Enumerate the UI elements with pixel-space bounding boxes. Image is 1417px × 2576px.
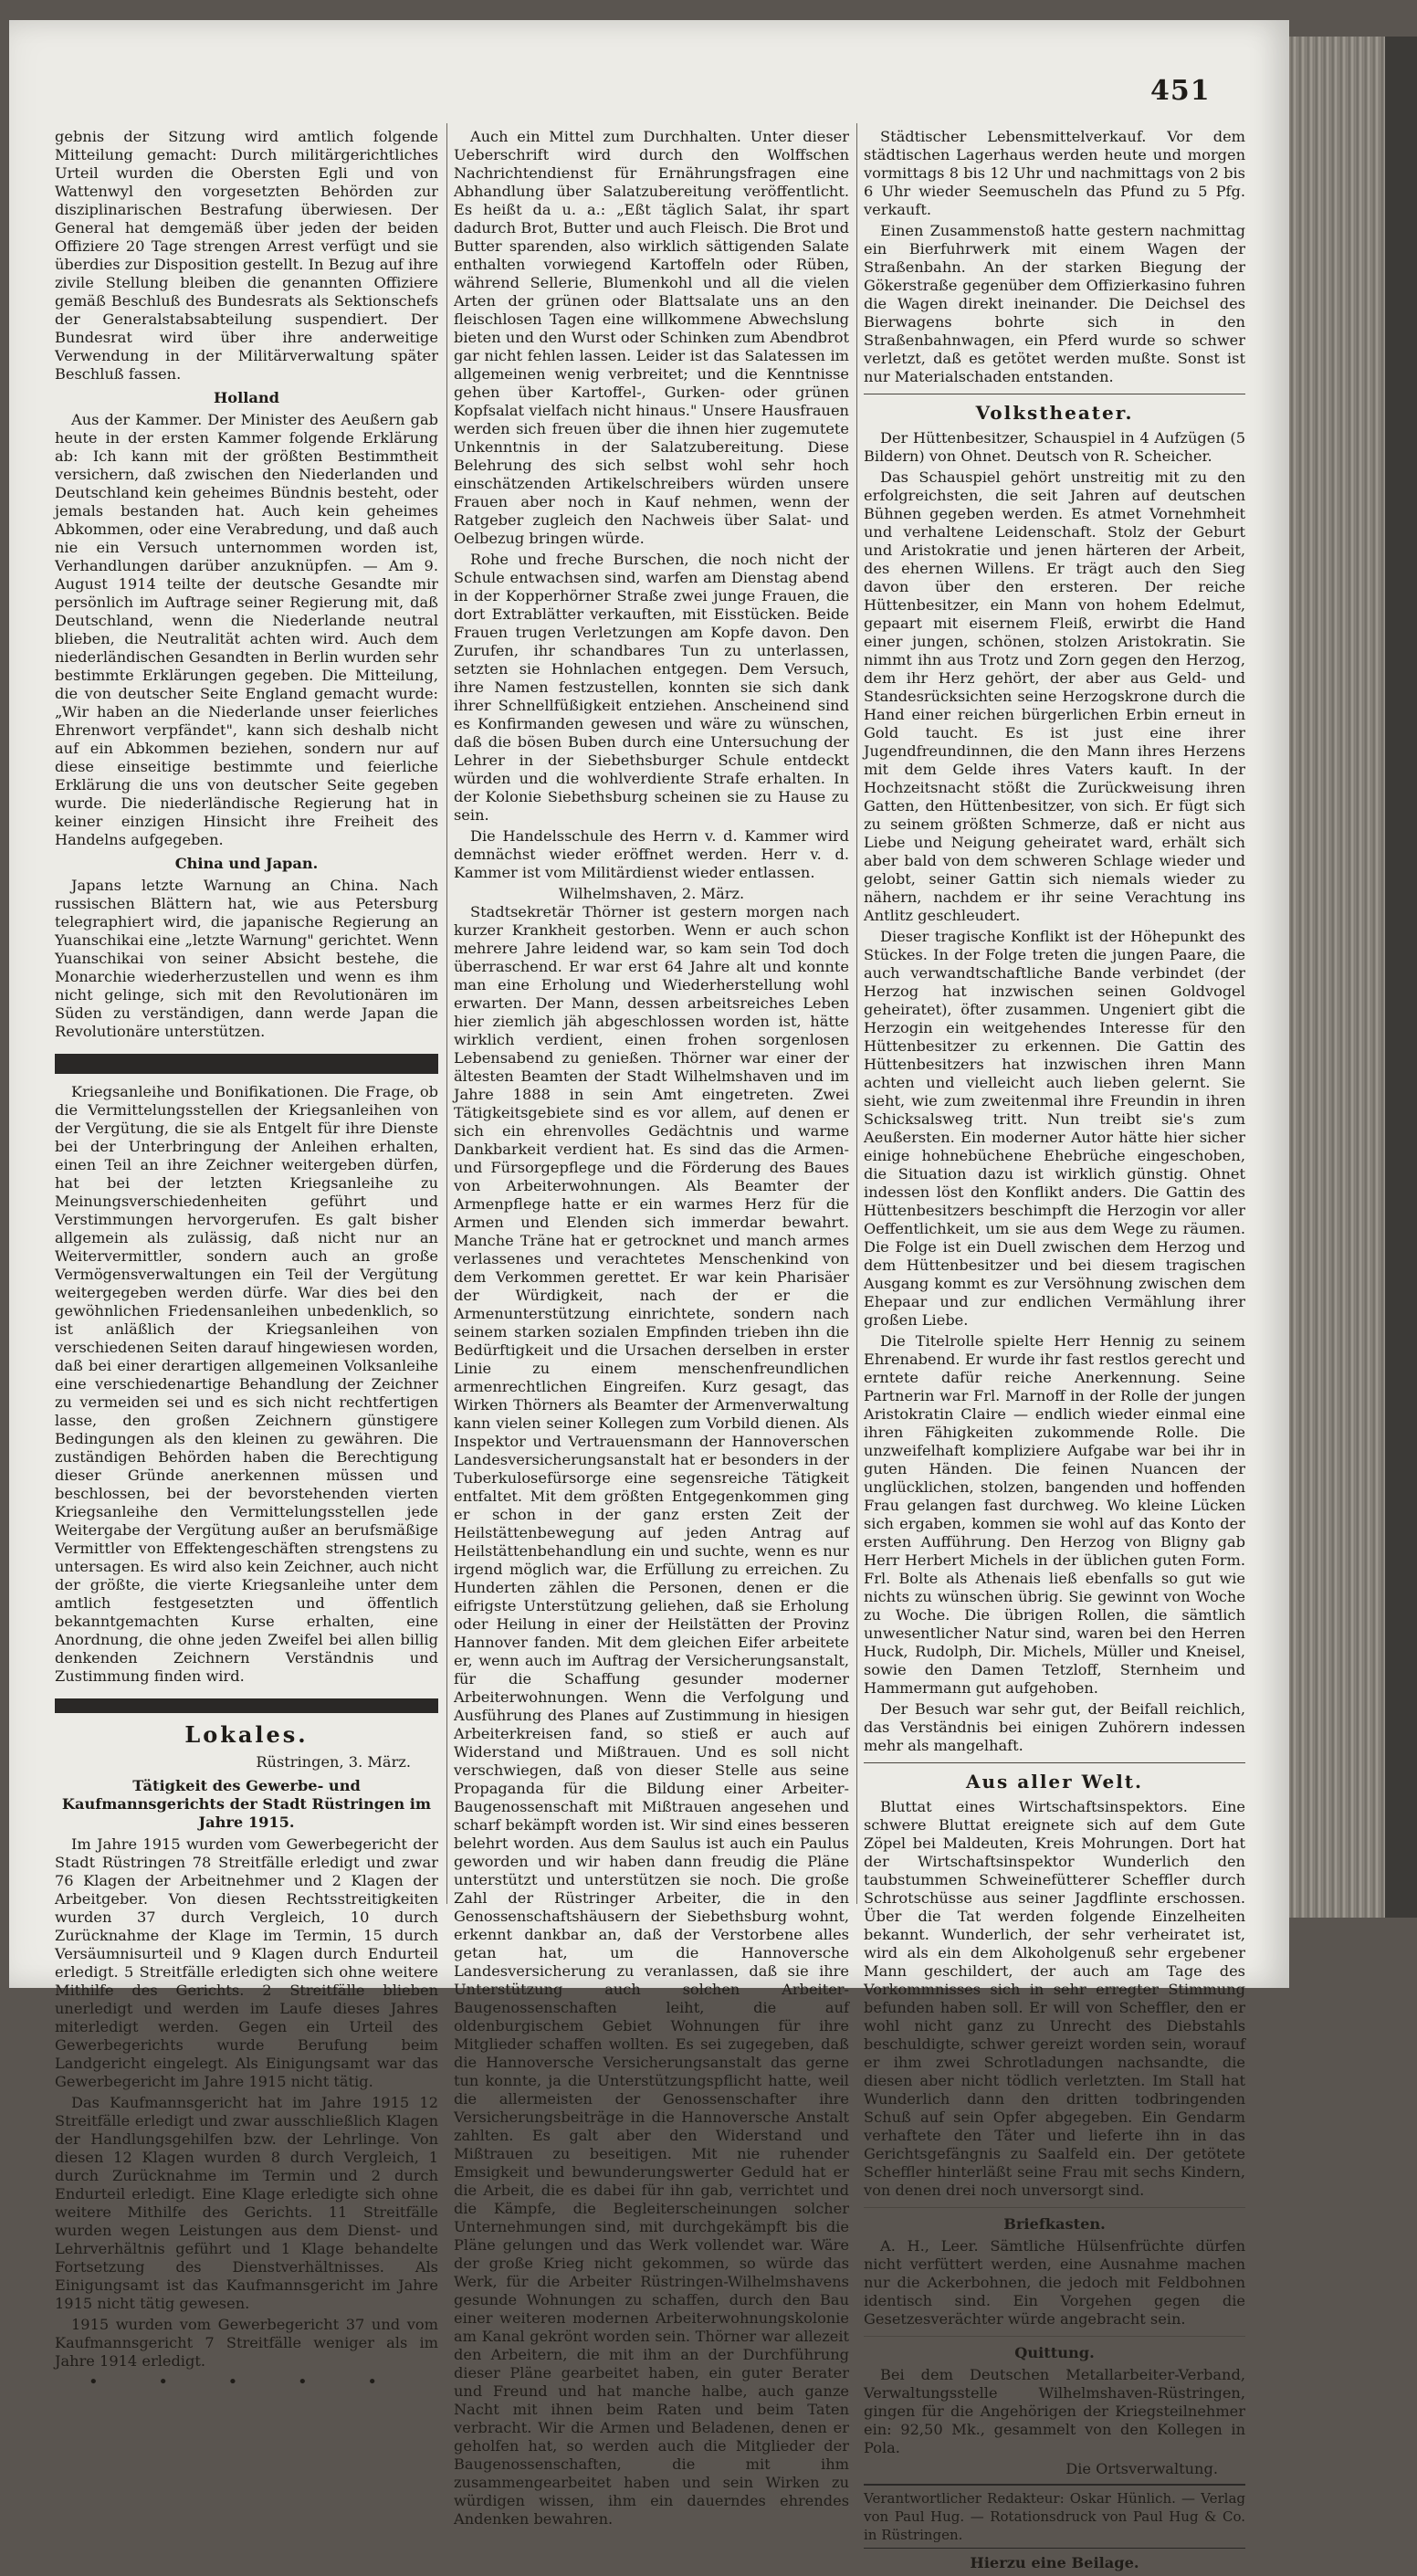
supplement-note: Hierzu eine Beilage.	[970, 2554, 1139, 2571]
article-swiss-officers: gebnis der Sitzung wird amtlich folgende Mitteilung gemacht: Durch militärgerichtliches Urteil wurden die Obersten Egli und von Wattenwyl den vorgesetzten Behörden zur disziplinarischen Bestrafung überwiesen. Der General hat demgemäß über jeden der beiden Offiziere 20 Tage strengen Arrest verfügt und sie überdies zur Disposition gestellt. In Bezug auf ihre zivile Stellung bleiben die genannten Offiziere gemäß Beschluß des Bundesrats als Sektionschefs der Generalstabsabteilung suspendiert. Der Bundesrat wird über ihre anderweitige Verwendung in der Militärverwaltung später Beschluß fassen.	[55, 128, 438, 383]
book-binding	[1289, 37, 1385, 1918]
article-salat: Auch ein Mittel zum Durchhalten. Unter dieser Ueberschrift wird durch den Wolffschen Nachrichtendienst für Ernährungsfragen eine Abhandlung über Salatzubereitung veröffentlicht. Es heißt da u. a.: „Eßt täglich Salat, ihr spart dadurch Brot, Butter und auch Fleisch. Die Brot und Butter sparenden, also wirklich sättigenden Salate enthalten vorwiegend Kartoffeln oder Rüben, während Sellerie, Blumenkohl und all die vielen Arten der grünen oder Blattsalate uns an den fleischlosen Tagen eine willkommene Abwechslung bieten und den Wurst oder Schinken zum Abendbrot gar nicht fehlen lassen. Leider ist das Salatessen im allgemeinen wenig verbreitet; und die Kenntnisse gehen über Kartoffel-, Gurken- oder grünen Kopfsalat vielfach nicht hinaus." Unsere Hausfrauen werden sich freuen über die ihnen hier zugemutete Unkenntnis in der Salatzubereitung. Diese Belehrung des sich selbst wohl sehr hoch einschätzenden Artikelschreibers würden unsere Frauen aber noch in Kauf nehmen, wenn der Ratgeber zugleich den Nachweis über Salat- und Oelbezug bringen würde.	[454, 128, 849, 547]
divider	[864, 2207, 1245, 2208]
article-bluttat: Bluttat eines Wirtschaftsinspektors. Eine schwere Bluttat ereignete sich auf dem Gute Zöpel bei Maldeuten, Kreis Mohrungen. Dort hat der Wirtschaftsinspektor Wunderlich den taubstummen Schweinefütterer Scheffler durch Schrotschüsse aus seiner Jagdflinte erschossen. Über die Tat werden folgende Einzelheiten bekannt. Wunderlich, der sehr verheiratet ist, wird als ein dem Alkoholgenuß sehr ergebener Mann geschildert, der auch am Tage des Vorkommnisses sich in sehr erregter Stimmung befunden haben soll. Er will von Scheffler, den er wohl nicht ganz zu Unrecht des Diebstahls beschuldigte, schwer gereizt worden sein, worauf er ihm zwei Schrotladungen nachsandte, die diesen aber nicht tödlich verletzten. Im Stall hat Wunderlich dann den dritten todbringenden Schuß auf sein Opfer abgegeben. Ein Gendarm verhaftete den Täter und lieferte ihn in das Gerichtsgefängnis zu Saalfeld ein. Der getötete Scheffler hinterläßt seine Frau mit sechs Kindern, von denen drei noch unversorgt sind.	[864, 1798, 1245, 2199]
article-volkstheater-p4: Der Besuch war sehr gut, der Beifall reichlich, das Verständnis bei einigen Zuhörern indessen mehr als mangelhaft.	[864, 1700, 1245, 1754]
column-2	[454, 128, 849, 2531]
article-handelsschule: Die Handelsschule des Herrn v. d. Kammer wird demnächst wieder eröffnet werden. Herr v. d. Kammer ist vom Militärdienst wieder entlassen.	[454, 827, 849, 881]
article-burschen: Rohe und freche Burschen, die noch nicht der Schule entwachsen sind, warfen am Dienstag abend in der Kopperhörner Straße zwei junge Frauen, die dort Extrablätter verkauften, mit Eisstücken. Beide Frauen trugen Verletzungen am Kopfe davon. Den Zurufen, ihr schandbares Tun zu unterlassen, setzten sie Hohnlachen entgegen. Dem Versuch, ihre Namen festzustellen, konnten sie sich dank ihrer Schnellfüßigkeit entziehen. Anscheinend sind es Konfirmanden gewesen und wäre zu wünschen, daß die bösen Buben durch eine Untersuchung der Lehrer in der Siebethsburger Schule entdeckt würden und die wohlverdiente Strafe erhalten. In der Kolonie Siebethsburg scheinen sie zu Hause zu sein.	[454, 551, 849, 824]
column-rule-1	[446, 123, 447, 1904]
article-volkstheater-p1: Das Schauspiel gehört unstreitig mit zu den erfolgreichsten, die seit Jahren auf deutschen Bühnen gegeben werden. Es atmet Vornehmheit und verhaltene Leidenschaft. Stolz der Geburt und Aristokratie und jenen härteren der Arbeit, des ehernen Willens. Er trägt auch den Sieg davon über den ersteren. Der reiche Hüttenbesitzer, ein Mann von hohem Edelmut, gepaart mit eisernem Fleiß, erwirbt die Hand einer jungen, schönen, stolzen Aristokratin. Sie nimmt ihn aus Trotz und Zorn gegen den Herzog, dem ihr Herz gehört, der aber aus Geld- und Standesrücksichten seine Herzogskrone durch die Hand einer reichen bürgerlichen Erbin erneut in Gold taucht. Es ist just eine ihrer Jugendfreundinnen, die den Mann ihres Herzens mit dem Gelde ihres Vaters kauft. In der Hochzeitsnacht stößt die Zurückweisung ihren Gatten, den Hüttenbesitzer, von sich. Er fügt sich zu seinem größten Schmerze, daß er nicht aus Liebe und Neigung geheiratet ward, erhält sich aber bald von dem schweren Schlage wieder und gelobt, seiner Gattin sich niemals wieder zu nähern, nachdem er ihr seine Verachtung ins Antlitz geschleudert.	[864, 468, 1245, 924]
end-ornament: • • • • •	[89, 2372, 404, 2392]
section-divider-banner	[55, 1054, 438, 1074]
dateline: Rüstringen, 3. März.	[256, 1753, 411, 1771]
divider	[864, 2336, 1245, 2337]
section-heading-holland: Holland	[214, 389, 279, 406]
quittung-signature: Die Ortsverwaltung.	[1065, 2460, 1218, 2477]
section-heading-china-japan: China und Japan.	[174, 855, 319, 872]
article-gericht-p2: Das Kaufmannsgericht hat im Jahre 1915 12 Streitfälle erledigt und zwar ausschließlich Klagen der Handlungsgehilfen bzw. der Lehrlinge. Von diesen 12 Klagen wurden 8 durch Vergleich, 1 durch Zurücknahme im Termin und 2 durch Endurteil erledigt. Eine Klage erledigte sich ohne weitere Mithilfe des Gerichts. 11 Streitfälle wurden wegen Leistungen aus dem Dienst- und Lehrverhältnis geführt und 1 Klage behandelte Fortsetzung des Dienstverhältnisses. Als Einigungsamt ist das Kaufmannsgericht im Jahre 1915 nicht tätig gewesen.	[55, 2094, 438, 2312]
page-number: 451	[1150, 75, 1211, 107]
article-china-japan: Japans letzte Warnung an China. Nach russischen Blättern hat, wie aus Petersburg telegraphiert wird, die japanische Regierung an Yuanschikai eine „letzte Warnung" gerichtet. Wenn Yuanschikai von seiner Absicht bestehe, die Monarchie wiederherzustellen und wenn es ihm nicht gelinge, sich mit den Revolutionären im Süden zu verständigen, dann werde Japan die Revolutionäre unterstützen.	[55, 877, 438, 1040]
article-volkstheater-sub: Der Hüttenbesitzer, Schauspiel in 4 Aufzügen (5 Bildern) von Ohnet. Deutsch von R. Scheicher.	[864, 429, 1245, 465]
article-lebensmittel: Städtischer Lebensmittelverkauf. Vor dem städtischen Lagerhaus werden heute und morgen vormittags 8 bis 12 Uhr und nachmittags von 2 bis 6 Uhr wieder Seemuscheln das Pfund zu 5 Pfg. verkauft.	[864, 128, 1245, 218]
section-heading-quittung: Quittung.	[1014, 2344, 1095, 2361]
article-briefkasten: A. H., Leer. Sämtliche Hülsenfrüchte dürfen nicht verfüttert werden, eine Ausnahme machen nur die Ackerbohnen, die jedoch mit Feldbohnen identisch sind. Ein Vorgehen gegen die Gesetzesverächter würde angebracht sein.	[864, 2237, 1245, 2328]
section-heading-briefkasten: Briefkasten.	[1003, 2215, 1106, 2233]
column-rule-2	[856, 123, 857, 1904]
article-volkstheater-p3: Die Titelrolle spielte Herr Hennig zu seinem Ehrenabend. Er wurde ihr fast restlos gerecht und erntete dafür reiche Anerkennung. Seine Partnerin war Frl. Marnoff in der Rolle der jungen Aristokratin Claire — endlich wieder einmal eine ihren Fähigkeiten zukommende Rolle. Die unzweifelhaft kompliziere Aufgabe war bei ihr in guten Händen. Die feinen Nuancen der unglücklichen, stolzen, bangenden und hoffenden Frau gelangen fast durchweg. Wo kleine Lücken sich ergaben, kommen sie wohl auf das Konto der ersten Aufführung. Den Herzog von Bligny gab Herr Herbert Michels in der üblichen guten Form. Frl. Bolte als Athenais ließ ebenfalls so gut wie nichts zu wünschen übrig. Sie gewinnt von Woche zu Woche. Die übrigen Rollen, die sämtlich unwesentlicher Natur sind, waren bei den Herren Huck, Rudolph, Dir. Michels, Müller und Kneisel, sowie den Damen Tetzloff, Sternheim und Hammermann gut aufgehoben.	[864, 1332, 1245, 1697]
section-heading-aus-aller-welt: Aus aller Welt.	[965, 1771, 1143, 1793]
article-zusammenstoss: Einen Zusammenstoß hatte gestern nachmittag ein Bierfuhrwerk mit einem Wagen der Straßenbahn. An der starken Biegung der Gökerstraße gegenüber dem Offizierkasino fuhren die Wagen direkt ineinander. Die Deichsel des Bierwagens bohrte sich in den Straßenbahnwagen, ein Pferd wurde so schwer verletzt, daß es getötet werden mußte. Sonst ist nur Materialschaden entstanden.	[864, 222, 1245, 385]
article-kriegsanleihe: Kriegsanleihe und Bonifikationen. Die Frage, ob die Vermittelungsstellen der Kriegsanleihen von der Vergütung, die sie als Entgelt für ihre Dienste bei der Unterbringung der Anleihen erhalten, einen Teil an ihre Zeichner weitergeben dürfen, hat bei der letzten Kriegsanleihe zu Meinungsverschiedenheiten geführt und Verstimmungen hervorgerufen. Es galt bisher allgemein als zulässig, daß nicht nur an Weitervermittler, sondern auch an große Vermögensverwaltungen ein Teil der Vergütung weitergegeben werden dürfe. War dies bei den gewöhnlichen Friedensanleihen unbedenklich, so ist anläßlich der Kriegsanleihen von verschiedenen Seiten darauf hingewiesen worden, daß bei einer derartigen allgemeinen Volksanleihe eine verschiedenartige Behandlung der Zeichner zu vermeiden sei und es sich nicht rechtfertigen lasse, den großen Zeichnern günstigere Bedingungen als den kleinen zu gewähren. Die zuständigen Behörden haben die Berechtigung dieser Gründe anerkennen müssen und beschlossen, bei der bevorstehenden vierten Kriegsanleihe den Vermittelungsstellen jede Weitergabe der Vergütung außer an berufsmäßige Vermittler von Effektengeschäften strengstens zu untersagen. Es wird also kein Zeichner, auch nicht der größte, die vierte Kriegsanleihe unter dem amtlich festgesetzten und öffentlich bekanntgemachten Kurse erhalten, eine Anordnung, die ohne jeden Zweifel bei allen billig denkenden Zeichnern Verständnis und Zustimmung finden wird.	[55, 1083, 438, 1685]
binding-edge	[1385, 37, 1417, 1918]
section-heading-volkstheater: Volkstheater.	[975, 402, 1134, 424]
section-heading-lokales: Lokales.	[184, 1721, 309, 1748]
article-gericht-p1: Im Jahre 1915 wurden vom Gewerbegericht der Stadt Rüstringen 78 Streitfälle erledigt und zwar 76 Klagen der Arbeitnehmer und 2 Klagen der Arbeitgeber. Von diesen Rechtsstreitigkeiten wurden 37 durch Vergleich, 10 durch Zurücknahme der Klage im Termin, 15 durch Versäumnisurteil und 9 Klagen durch Endurteil erledigt. 5 Streitfälle erledigten sich ohne weitere Mithilfe des Gerichts. 2 Streitfälle blieben unerledigt und werden im Laufe dieses Jahres miterledigt werden. Gegen ein Urteil des Gewerbegerichts wurde Berufung beim Landgericht eingelegt. Als Einigungsamt war das Gewerbegericht im Jahre 1915 nicht tätig.	[55, 1835, 438, 2090]
column-1	[55, 128, 438, 2392]
section-divider-banner	[55, 1698, 438, 1713]
column-3	[864, 128, 1245, 2576]
dateline: Wilhelmshaven, 2. März.	[558, 885, 745, 902]
article-gericht-p3: 1915 wurden vom Gewerbegericht 37 und vom Kaufmannsgericht 7 Streitfälle weniger als im Jahre 1914 erledigt.	[55, 2316, 438, 2370]
divider	[864, 1762, 1245, 1763]
article-thoerner: Stadtsekretär Thörner ist gestern morgen nach kurzer Krankheit gestorben. Wenn er auch schon mehrere Jahre leidend war, so kam sein Tod doch überraschend. Er war erst 64 Jahre alt und konnte man eine Erholung und Wiederherstellung wohl erwarten. Der Mann, dessen arbeitsreiches Leben hier ziemlich jäh abgeschlossen worden ist, hätte wirklich verdient, einen frohen sorgenlosen Lebensabend zu genießen. Thörner war einer der ältesten Beamten der Stadt Wilhelmshaven und im Jahre 1888 in sein Amt eingetreten. Zwei Tätigkeitsgebiete sind es vor allem, auf denen er sich ein ehrenvolles Gedächtnis und warme Dankbarkeit verdient hat. Es sind das die Armen- und Fürsorgepflege und die Förderung des Baues von Arbeiterwohnungen. Als Beamter der Armenpflege hatte er ein warmes Herz für die Armen und Elenden sich immerdar bewahrt. Manche Träne hat er getrocknet und manch armes verlassenes und verachtetes Menschenkind von dem Verkommen gerettet. Er war kein Pharisäer der Würdigkeit, nach der er die Armenunterstützung einrichtete, sondern nach seinem starken sozialen Empfinden trieben ihn die Bedürftigkeit und die Ursachen derselben in erster Linie zu einem menschenfreundlichen armenrechtlichen Eingreifen. Kurz gesagt, das Wirken Thörners als Beamter der Armenverwaltung kann vielen seiner Kollegen zum Vorbild dienen. Als Inspektor und Vertrauensmann der Hannoverschen Landesversicherungsanstalt hat er besonders in der Tuberkulosefürsorge eine segensreiche Tätigkeit entfaltet. Mit dem größten Entgegenkommen ging er schon in der ganz ersten Zeit der Heilstättenbewegung auf jeden Antrag auf Heilstättenbehandlung ein und suchte, wenn es nur irgend möglich war, die Erfüllung zu erreichen. Zu Hunderten zählen die Personen, denen er die eifrigste Unterstützung geliehen, daß sie Erholung oder Heilung in einer der Heilstätten der Provinz Hannover fanden. Mit dem gleichen Eifer arbeitete er, wenn auch im Auftrag der Versicherungsanstalt, für die Schaffung gesunder moderner Arbeiterwohnungen. Wenn die Verfolgung und Ausführung des Planes auf Zustimmung in hiesigen Arbeiterkreisen fand, so stieß er auch auf Widerstand und Mißtrauen. Und es soll nicht verschwiegen, daß von dieser Stelle aus seine Propaganda für die Bildung einer Arbeiter-Baugenossenschaft mit Mißtrauen angesehen und scharf bekämpft worden ist. Wir sind eines besseren belehrt worden. Aus dem Saulus ist auch ein Paulus geworden und wir haben dann freudig die Pläne unterstützt und unterstützen sie noch. Die große Zahl der Rüstringer Arbeiter, die in den Genossenschaftshäusern der Siebethsburg wohnt, erkennt dankbar an, daß der Verstorbene alles getan hat, um die Hannoversche Landesversicherung zu veranlassen, daß sie ihre Unterstützung auch solchen Arbeiter-Baugenossenschaften leiht, die auf oldenburgischem Gebiet Wohnungen für ihre Mitglieder schaffen wollten. Es sei zugegeben, daß die Hannoversche Versicherungsanstalt das gerne tun konnte, ja die Unterstützungspflicht hatte, weil die allermeisten der Genossenschafter ihre Versicherungsbeiträge in die Hannoversche Anstalt zahlten. Es galt aber den Widerstand und Mißtrauen zu beseitigen. Mit nie ruhender Emsigkeit und bewunderungswerter Geduld hat er die Arbeit, die es dabei für ihn gab, verrichtet und die Kämpfe, die Begleiterscheinungen solcher Unternehmungen sind, mit durchgekämpft bis die Pläne gelungen und das Werk vollendet war. Wäre der große Krieg nicht gekommen, so würde das Werk, für die Arbeiter Rüstringen-Wilhelmshavens gesunde Wohnungen zu schaffen, durch den Bau einer weiteren modernen Arbeiterwohnungskolonie am Kanal gekrönt worden sein. Thörner war allezeit den Arbeitern, die mit ihm an der Durchführung dieser Pläne gearbeitet haben, ein guter Berater und Freund und hat manche halbe, auch ganze Nacht mit ihnen beim Raten und beim Taten verbracht. Wir die Armen und Beladenen, denen er geholfen hat, so werden auch die Mitglieder der Baugenossenschaften, die mit ihm zusammengearbeitet haben und sein Wirken zu würdigen wissen, ihm ein dauerndes ehrendes Andenken bewahren.	[454, 903, 849, 2528]
article-quittung: Bei dem Deutschen Metallarbeiter-Verband, Verwaltungsstelle Wilhelmshaven-Rüstringen, gingen für die Angehörigen der Kriegsteilnehmer ein: 92,50 Mk., gesammelt von den Kollegen in Pola.	[864, 2366, 1245, 2456]
imprint: Verantwortlicher Redakteur: Oskar Hünlich. — Verlag von Paul Hug. — Rotationsdruck von Paul Hug & Co. in Rüstringen.	[864, 2484, 1245, 2549]
article-holland: Aus der Kammer. Der Minister des Aeußern gab heute in der ersten Kammer folgende Erklärung ab: Ich kann mit der größten Bestimmtheit versichern, daß zwischen den Niederlanden und Deutschland kein geheimes Bündnis besteht, oder jemals bestanden hat. Auch kein geheimes Abkommen, oder eine Verabredung, und daß auch nie ein Versuch unternommen worden ist, Verhandlungen darüber anzuknüpfen. — Am 9. August 1914 teilte der deutsche Gesandte mir persönlich im Auftrage seiner Regierung mit, daß Deutschland, wenn die Niederlande neutral blieben, die Neutralität achten wird. Auch dem niederländischen Gesandten in Berlin wurden sehr bestimmte Erklärungen gegeben. Die Mitteilung, die von deutscher Seite England gemacht wurde: „Wir haben an die Niederlande unser feierliches Ehrenwort verpfändet", kann sich deshalb nicht auf ein Abkommen beziehen, sondern nur auf diese einseitige bestimmte und feierliche Erklärung die uns von deutscher Seite gegeben wurde. Die niederländische Regierung hat in keiner einzigen Hinsicht ihre Freiheit des Handelns aufgegeben.	[55, 411, 438, 848]
article-volkstheater-p2: Dieser tragische Konflikt ist der Höhepunkt des Stückes. In der Folge treten die jungen Paare, die auch verwandtschaftliche Bande verbindet (der Herzog hat inzwischen seinen Goldvogel geheiratet), öfter zusammen. Ungeniert gibt die Herzogin ein weitgehendes Interesse für den Hüttenbesitzer zu erkennen. Die Gattin des Hüttenbesitzers hat inzwischen ihren Mann achten und vielleicht auch lieben gelernt. Sie sieht, wie zum zweitenmal ihre Freundin in ihren Schicksalsweg tritt. Nun treibt sie's zum Aeußersten. Ein moderner Autor hätte hier sicher einige hohnebüchene Ehebrüche eingeschoben, die Situation dazu ist wirklich günstig. Ohnet indessen löst den Konflikt anders. Die Gattin des Hüttenbesitzers beschimpft die Herzogin vor aller Oeffentlichkeit, um sie aus dem Wege zu räumen. Die Folge ist ein Duell zwischen dem Herzog und dem Hüttenbesitzer und bei diesem tragischen Ausgang kommt es zur Versöhnung zwischen dem Ehepaar und zur endlichen Vermählung ihrer großen Liebe.	[864, 928, 1245, 1329]
article-heading-gericht: Tätigkeit des Gewerbe- und Kaufmannsgerichts der Stadt Rüstringen im Jahre 1915.	[61, 1777, 432, 1831]
